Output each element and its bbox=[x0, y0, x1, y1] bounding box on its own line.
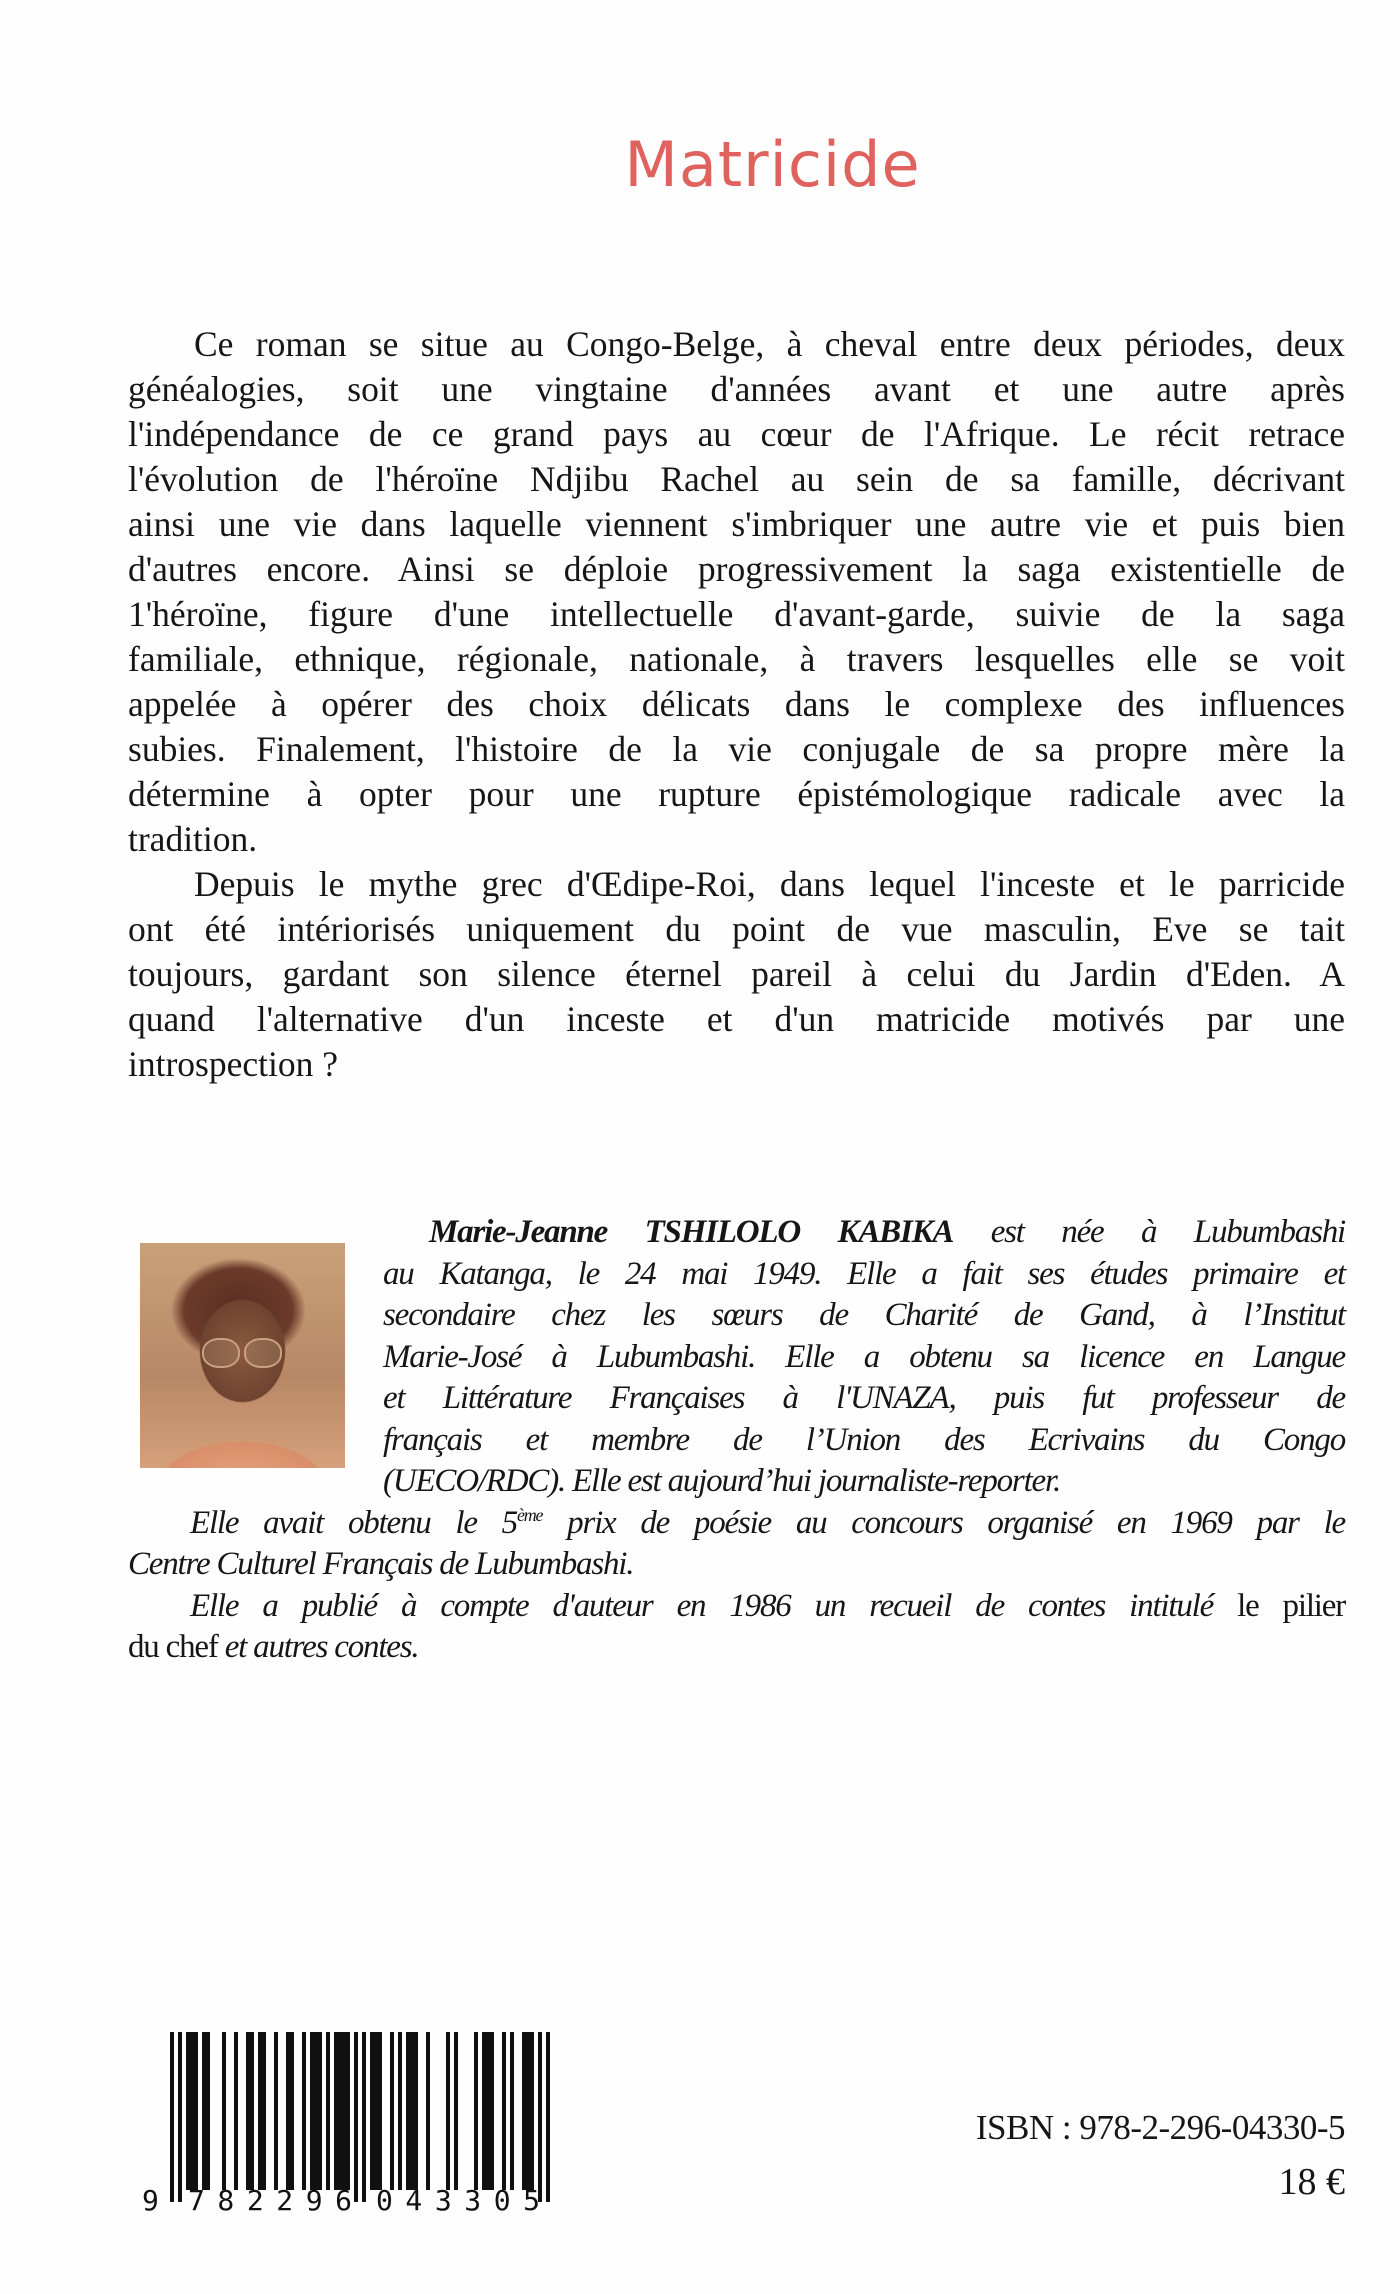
barcode-bar bbox=[178, 2032, 182, 2202]
barcode-bar bbox=[538, 2032, 542, 2202]
bio-line bbox=[128, 1627, 1345, 1669]
bio-line: Centre Culturel Français de Lubumbashi. bbox=[128, 1546, 634, 1582]
barcode-bar bbox=[262, 2032, 266, 2190]
barcode-bar bbox=[510, 2032, 514, 2190]
barcode-bar bbox=[502, 2032, 506, 2190]
bio-line: au Katanga, le 24 mai 1949. Elle a fait ses études primaire et bbox=[383, 1255, 1345, 1292]
barcode-left-digits: 782296 bbox=[188, 2184, 352, 2212]
barcode-bar bbox=[274, 2032, 278, 2190]
barcode-bar bbox=[398, 2032, 402, 2190]
bio-line: et Littérature Françaises à l'UNAZA, puis fut professeur de bbox=[383, 1380, 1345, 1416]
book-ref: du chef bbox=[128, 1629, 218, 1665]
summary-line: quand l'alternative d'un inceste et d'un matricide motivés par une bbox=[128, 999, 1345, 1039]
barcode-bar bbox=[374, 2032, 378, 2190]
barcode-bar bbox=[310, 2032, 314, 2190]
bio-text: est née à Lubumbashi bbox=[953, 1214, 1345, 1250]
barcode-bar bbox=[338, 2032, 342, 2190]
barcode-bar bbox=[250, 2032, 254, 2190]
book-title: Matricide bbox=[624, 128, 921, 201]
barcode-bar bbox=[370, 2032, 374, 2190]
barcode-bar bbox=[246, 2032, 250, 2190]
barcode-bar bbox=[206, 2032, 210, 2190]
summary-line: appelée à opérer des choix délicats dans le complexe des influences bbox=[128, 684, 1345, 724]
summary-line: ont été intériorisés uniquement du point de vue masculin, Eve se tait bbox=[128, 909, 1345, 949]
barcode-bar bbox=[314, 2032, 318, 2190]
summary-line: ainsi une vie dans laquelle viennent s'imbriquer une autre vie et puis bien bbox=[128, 504, 1345, 544]
price: 18 € bbox=[1278, 2161, 1345, 2203]
barcode-bar bbox=[526, 2032, 530, 2190]
barcode-bar bbox=[530, 2032, 534, 2190]
barcode-bar bbox=[390, 2032, 394, 2190]
barcode-bar bbox=[482, 2032, 486, 2190]
barcode-bar bbox=[202, 2032, 206, 2190]
barcode-bar bbox=[346, 2032, 350, 2190]
barcode-bar bbox=[446, 2032, 450, 2190]
summary-line: Depuis le mythe grec d'Œdipe-Roi, dans lequel l'inceste et le parricide bbox=[194, 864, 1345, 904]
bio-line: Marie-José à Lubumbashi. Elle a obtenu sa licence en Langue bbox=[383, 1338, 1345, 1375]
bio-line: français et membre de l’Union des Ecrivains du Congo bbox=[383, 1421, 1345, 1458]
book-ref: le pilier bbox=[1213, 1587, 1345, 1624]
barcode-bar bbox=[290, 2032, 294, 2190]
barcode-first-digit: 9 bbox=[142, 2184, 159, 2212]
summary-line: l'évolution de l'héroïne Ndjibu Rachel au sein de sa famille, décrivant bbox=[128, 459, 1345, 499]
barcode-bar bbox=[546, 2032, 550, 2202]
summary-line: introspection ? bbox=[128, 1044, 338, 1084]
barcode-bar bbox=[406, 2032, 410, 2190]
barcode-right-digits: 043305 bbox=[376, 2184, 540, 2212]
barcode-bar bbox=[234, 2032, 238, 2190]
summary-line: toujours, gardant son silence éternel pareil à celui du Jardin d'Eden. A bbox=[128, 954, 1345, 994]
barcode-bar bbox=[170, 2032, 174, 2202]
barcode-bar bbox=[286, 2032, 290, 2190]
summary-line: généalogies, soit une vingtaine d'années avant et une autre après bbox=[128, 369, 1345, 409]
barcode-bar bbox=[454, 2032, 458, 2190]
bio-line bbox=[128, 1503, 1345, 1545]
author-bio bbox=[128, 1212, 1345, 1669]
barcode-bar bbox=[222, 2032, 226, 2190]
bio-text: et autres contes. bbox=[217, 1629, 419, 1665]
summary-text bbox=[128, 322, 1345, 1087]
barcode-bar bbox=[318, 2032, 322, 2190]
isbn-barcode bbox=[130, 2030, 570, 2212]
isbn-number: ISBN : 978-2-296-04330-5 bbox=[975, 2108, 1345, 2147]
bio-line bbox=[128, 1586, 1345, 1628]
summary-line: Ce roman se situe au Congo-Belge, à cheval entre deux périodes, deux bbox=[194, 324, 1345, 364]
barcode-bar bbox=[414, 2032, 418, 2190]
barcode-bar bbox=[194, 2032, 198, 2190]
bio-line: (UECO/RDC). Elle est aujourd’hui journaliste-reporter. bbox=[383, 1463, 1061, 1499]
summary-line: tradition. bbox=[128, 819, 258, 859]
barcode-bar bbox=[490, 2032, 494, 2190]
barcode-bar bbox=[258, 2032, 262, 2190]
bio-text: Elle avait obtenu le 5 bbox=[190, 1504, 517, 1541]
barcode-bar bbox=[378, 2032, 382, 2190]
barcode-bar bbox=[362, 2032, 366, 2202]
summary-line: détermine à opter pour une rupture épistémologique radicale avec la bbox=[128, 774, 1345, 814]
barcode-bar bbox=[190, 2032, 194, 2190]
barcode-bar bbox=[486, 2032, 490, 2190]
barcode-bar bbox=[354, 2032, 358, 2202]
summary-line: l'indépendance de ce grand pays au cœur de l'Afrique. Le récit retrace bbox=[128, 414, 1345, 454]
barcode-bar bbox=[326, 2032, 330, 2190]
barcode-bar bbox=[186, 2032, 190, 2190]
barcode-bar bbox=[302, 2032, 306, 2190]
summary-line: familiale, ethnique, régionale, nationale, à travers lesquelles elle se voit bbox=[128, 639, 1345, 679]
barcode-bar bbox=[426, 2032, 430, 2190]
bio-line: secondaire chez les sœurs de Charité de Gand, à l’Institut bbox=[383, 1297, 1345, 1333]
barcode-bar bbox=[334, 2032, 338, 2190]
barcode-bar bbox=[474, 2032, 478, 2190]
barcode-bar bbox=[342, 2032, 346, 2190]
bio-text: Elle a publié à compte d'auteur en 1986 un recueil de contes intitulé bbox=[190, 1587, 1214, 1624]
summary-line: d'autres encore. Ainsi se déploie progressivement la saga existentielle de bbox=[128, 549, 1345, 589]
summary-line: subies. Finalement, l'histoire de la vie conjugale de sa propre mère la bbox=[128, 729, 1345, 769]
bio-line bbox=[383, 1212, 1345, 1254]
bio-text: prix de poésie au concours organisé en 1969 par le bbox=[542, 1504, 1345, 1541]
author-name: Marie-Jeanne TSHILOLO KABIKA bbox=[429, 1214, 954, 1250]
barcode-bar bbox=[522, 2032, 526, 2190]
barcode-bar bbox=[410, 2032, 414, 2190]
summary-line: 1'héroïne, figure d'une intellectuelle d'avant-garde, suivie de la saga bbox=[128, 594, 1345, 634]
superscript: ème bbox=[516, 1504, 543, 1525]
